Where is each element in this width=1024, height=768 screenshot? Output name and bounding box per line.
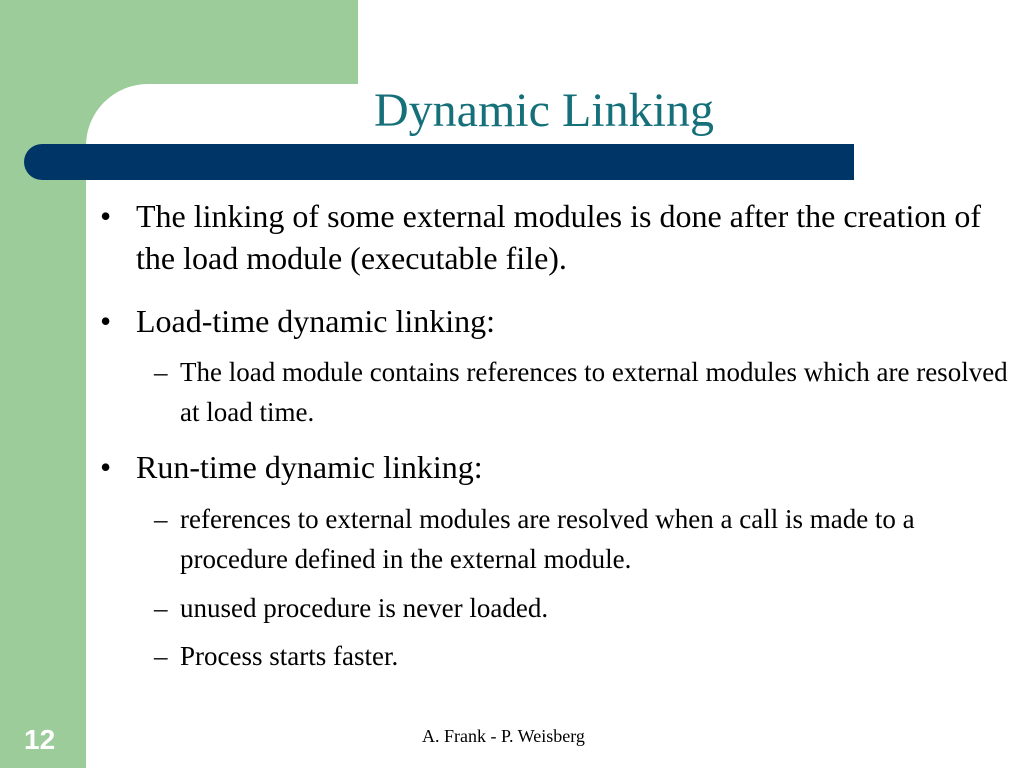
- sub-bullet-item: [154, 499, 1010, 579]
- bullet-item: [100, 446, 1016, 488]
- sub-bullet-item: [154, 588, 1010, 628]
- sub-bullet-text: The load module contains references to external modules which are resolved at load time.: [180, 357, 1008, 427]
- sub-bullet-text: Process starts faster.: [180, 641, 399, 671]
- slide-number: 12: [24, 724, 56, 755]
- sub-bullet-text: references to external modules are resolved when a call is made to a procedure defined in the external module.: [180, 504, 915, 574]
- bullet-item: [100, 300, 1016, 342]
- bullet-text: Run-time dynamic linking:: [136, 449, 483, 485]
- bullet-item: [100, 195, 1016, 279]
- bullet-marker: •: [100, 303, 112, 339]
- bullet-text: The linking of some external modules is done after the creation of the load module (executable file).: [136, 198, 982, 276]
- bullet-marker: •: [100, 449, 112, 485]
- dash-marker: –: [154, 357, 168, 387]
- bullet-marker: •: [100, 198, 112, 234]
- dash-marker: –: [154, 641, 168, 671]
- bullet-text: Load-time dynamic linking:: [136, 303, 496, 339]
- slide-title: Dynamic Linking: [374, 84, 714, 137]
- sub-bullet-item: [154, 636, 1010, 676]
- dash-marker: –: [154, 593, 168, 623]
- sub-bullet-text: unused procedure is never loaded.: [180, 593, 549, 623]
- sub-bullet-item: [154, 352, 1010, 432]
- footer-author: A. Frank - P. Weisberg: [422, 726, 585, 746]
- dash-marker: –: [154, 504, 168, 534]
